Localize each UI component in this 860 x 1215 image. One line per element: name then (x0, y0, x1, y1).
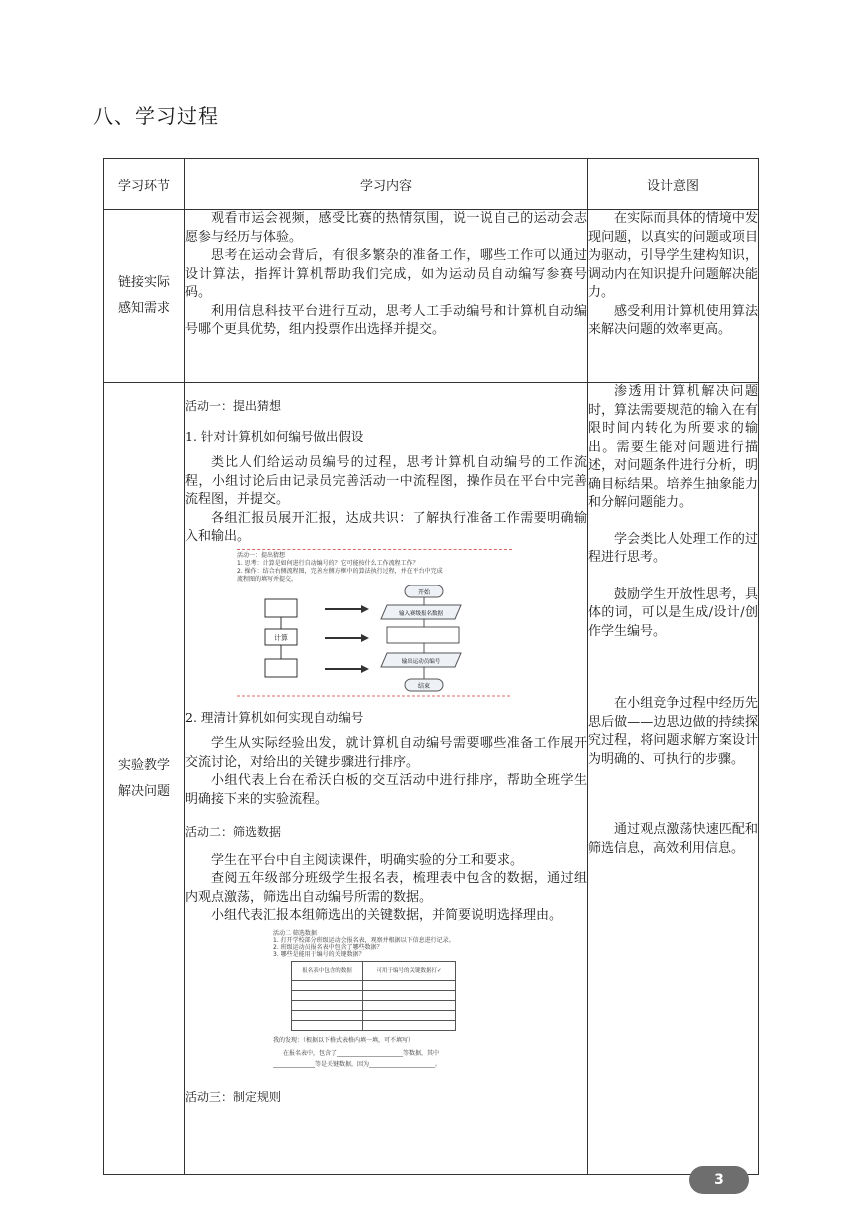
worksheet-table (291, 961, 456, 1032)
intent-cell (588, 383, 759, 1175)
flow-process (387, 627, 459, 643)
stage-label: 感知需求 (117, 301, 170, 316)
activity-title: 活动一：提出猜想 (185, 399, 282, 413)
figure-line: 流程图的填写并提交。 (237, 575, 298, 583)
content-paragraph: 小组代表汇报本组筛选出的关键数据，并简要说明选择理由。 (211, 908, 563, 923)
learning-process-table (103, 158, 759, 1175)
blank-box (265, 599, 297, 617)
arrow-icon (325, 605, 369, 673)
flowchart-diagram (237, 585, 512, 697)
stage-label: 实验教学 (117, 757, 170, 773)
worksheet-figure (273, 930, 493, 1080)
header-intent: 设计意图 (588, 159, 759, 210)
section-title: 八、学习过程 (93, 104, 219, 128)
finding-line: 在报名表中，包含了______________________等数据，其中 (283, 1050, 440, 1057)
figure-title: 活动一：提出猜想 (237, 551, 286, 559)
subsection-title: 2. 理清计算机如何实现自动编号 (185, 709, 364, 725)
figure-line: 1. 打开学校部分班级运动会报名表，观察并根据以下信息进行记录。 (273, 936, 455, 944)
worksheet-col-header: 可用于编号的关键数据打✓ (363, 961, 456, 981)
subsection-title: 1. 针对计算机如何编号做出假设 (185, 428, 364, 444)
intent-paragraph: 渗透用计算机解决问题时，算法需要规范的输入在有限时间内转化为所要求的输出。需要生能对问题进行描述，对问题条件进行分析，明确目标结果。培养生抽象能力和分解问题能力。 (588, 384, 758, 510)
flow-output-label: 输出运动员编号 (401, 658, 441, 665)
activity-title: 活动三：制定规则 (185, 1089, 282, 1104)
stage-label: 解决问题 (117, 783, 170, 799)
intent-paragraph: 在实际而具体的情境中发现问题，以真实的问题或项目为驱动，引导学生建构知识，调动内在知识提升问题解决能力。 (588, 211, 758, 300)
content-paragraph: 学生从实际经验出发，就计算机自动编号需要哪些准备工作展开交流讨论，对给出的关键步骤进行排序。 (185, 736, 587, 770)
content-paragraph: 利用信息科技平台进行互动，思考人工手动编号和计算机自动编号哪个更具优势，组内投票作出选择并提交。 (185, 303, 587, 337)
table-row (104, 210, 759, 383)
figure-line: 1. 思考：计算是如何进行自动编号的？它可能按什么工作流程工作？ (237, 559, 419, 567)
intent-paragraph: 感受利用计算机使用算法来解决问题的效率更高。 (588, 303, 758, 337)
header-content: 学习内容 (185, 159, 588, 210)
figure-line: 2. 班级运动员报名表中包含了哪些数据？ (273, 943, 383, 951)
stage-cell (104, 210, 185, 383)
figure-line: 2. 操作：结合右侧流程图，完善左侧方框中的算法执行过程，并在平台中完成 (237, 567, 443, 575)
content-paragraph: 查阅五年级部分班级学生报名表，梳理表中包含的数据，通过组内观点激荡，筛选出自动编号所需的数据。 (185, 871, 587, 905)
content-paragraph: 思考在运动会背后，有很多繁杂的准备工作，哪些工作可以通过设计算法，指挥计算机帮助我们完成，如为运动员自动编写参赛号码。 (185, 248, 587, 300)
figure-text (237, 549, 512, 584)
activity-title: 活动二：筛选数据 (185, 825, 282, 839)
figure-line: 3. 哪些是能用于编号的关键数据？ (273, 950, 365, 958)
intent-paragraph: 学会类比人处理工作的过程进行思考。 (588, 531, 758, 565)
intent-paragraph: 鼓励学生开放性思考，具体的词，可以是生成/设计/创作学生编号。 (588, 586, 758, 639)
flow-end-label: 结束 (417, 682, 431, 690)
intent-paragraph: 在小组竞争过程中经历先思后做——边思边做的持续探究过程，将问题求解方案设计为明确的、可执行的步骤。 (588, 696, 758, 767)
page-number: 3 (689, 1166, 749, 1194)
content-paragraph: 各组汇报员展开汇报，达成共识：了解执行准备工作需要明确输入和输出。 (185, 510, 587, 544)
stage-cell (104, 383, 185, 1175)
flow-input-label: 输入赛级报名数据 (398, 610, 444, 617)
stage-label: 链接实际 (117, 275, 170, 290)
header-stage: 学习环节 (104, 159, 185, 210)
finding-label: 我的发现：（根据以下格式表格内填一填，可不填写） (273, 1037, 415, 1044)
table-row (104, 383, 759, 1175)
flowchart-figure (237, 549, 512, 697)
compute-label: 计算 (274, 633, 288, 642)
content-paragraph: 学生在平台中自主阅读课件，明确实验的分工和要求。 (211, 852, 524, 868)
content-paragraph: 类比人们给运动员编号的过程，思考计算机自动编号的工作流程，小组讨论后由记录员完善活动一中流程图，操作员在平台中完善流程图，并提交。 (185, 455, 587, 507)
worksheet-col-header: 报名表中包含的数据 (292, 961, 363, 981)
content-cell (185, 210, 588, 383)
content-paragraph: 小组代表上台在希沃白板的交互活动中进行排序，帮助全班学生明确接下来的实验流程。 (185, 773, 587, 807)
finding-line: ______________等是关键数据，因为______________________。 (273, 1061, 442, 1068)
intent-cell (588, 210, 759, 383)
blank-box (265, 659, 297, 677)
intent-paragraph: 通过观点激荡快速匹配和筛选信息，高效利用信息。 (588, 822, 758, 856)
content-paragraph: 观看市运会视频，感受比赛的热情氛围，说一说自己的运动会志愿参与经历与体验。 (185, 211, 587, 245)
figure-title: 活动二 筛选数据 (273, 929, 317, 937)
flow-start-label: 开始 (417, 588, 431, 596)
table-header-row (104, 159, 759, 210)
content-cell (185, 383, 588, 1175)
